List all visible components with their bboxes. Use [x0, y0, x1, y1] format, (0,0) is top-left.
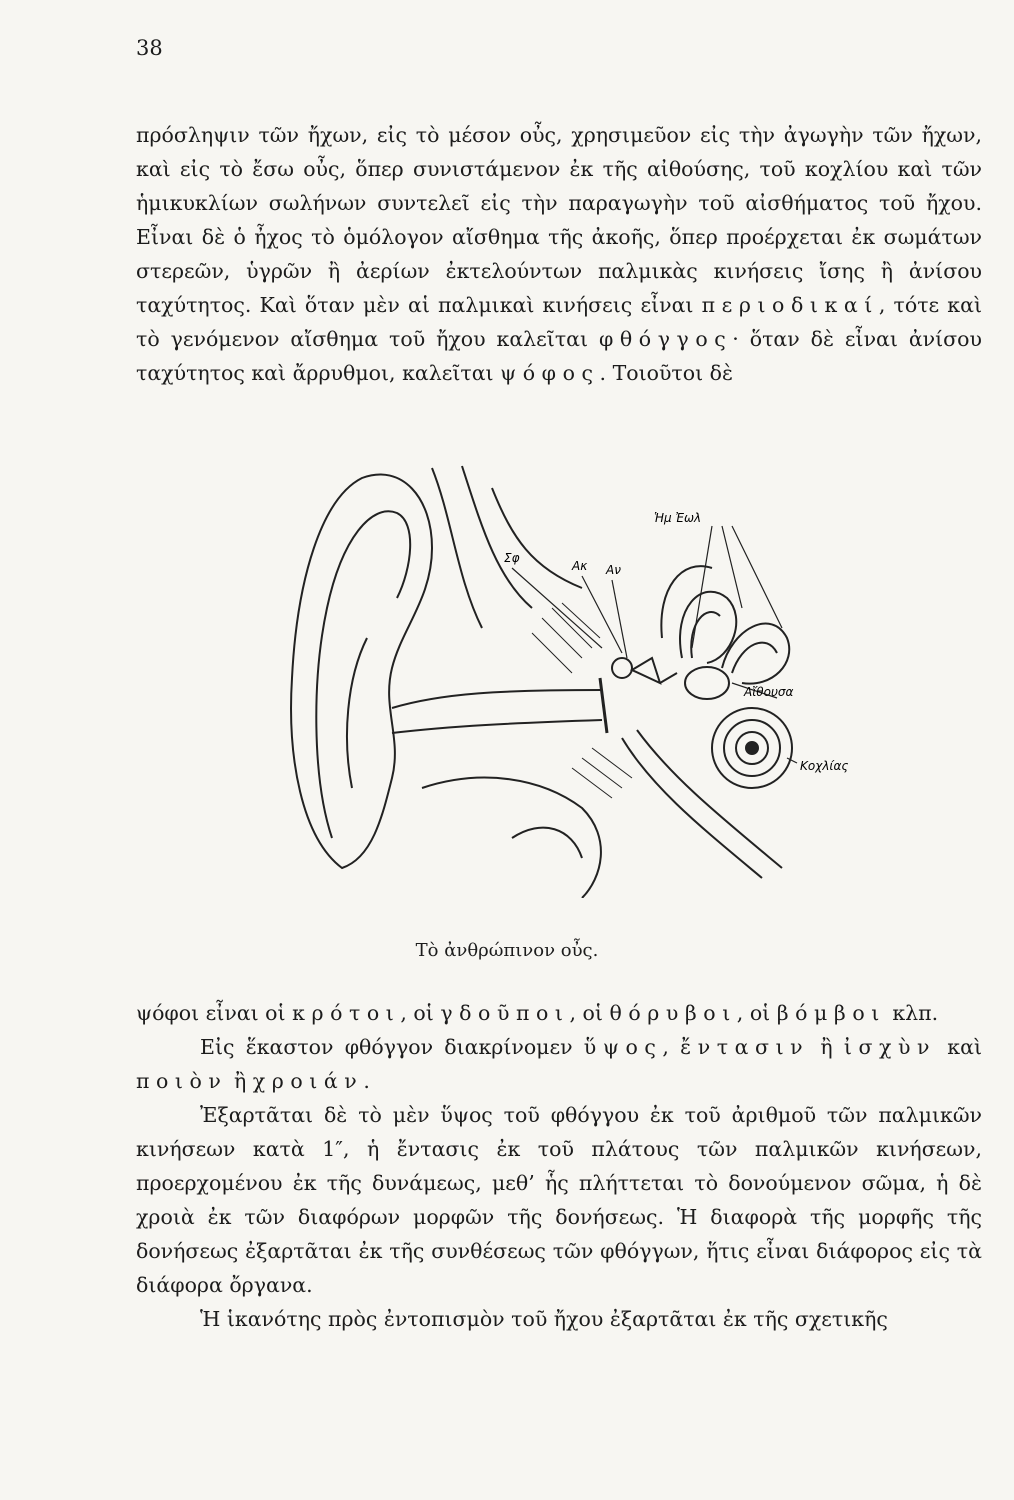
term-poion: ποιὸν [136, 1069, 228, 1093]
term-periodikai: περιοδικαί [701, 293, 879, 317]
term-gdoupoi: γδοῦποι [440, 1001, 570, 1025]
paragraph-4: Ἐξαρτᾶται δὲ τὸ μὲν ὕψος τοῦ φθόγγου ἐκ τοῦ ἀριθμοῦ τῶν παλμικῶν κινήσεων κατὰ 1″, ἡ ἔντασις ἐκ τοῦ πλάτους τῶν παλμικῶν κινήσεων, προερχομένου ἐκ τῆς δυνάμεως, μεθ’ ἧς πλήττεται τὸ δονούμενον σῶμα, ἡ δὲ χροιὰ ἐκ τῶν διαφόρων μορφῶν τῆς δονήσεως. Ἡ διαφορὰ τῆς μορφῆς τῆς δονήσεως ἐξαρτᾶται ἐκ τῆς συνθέσεως τῶν φθόγγων, ἥτις εἶναι διάφορος εἰς τὰ διάφορα ὄργανα. [136, 1103, 982, 1297]
term-chroian: χροιάν [252, 1069, 364, 1093]
paragraph-5: Ἡ ἱκανότης πρὸς ἐντοπισμὸν τοῦ ἤχου ἐξαρτᾶται ἐκ τῆς σχετικῆς [200, 1307, 888, 1331]
term-thoryvoi: θόρυβοι [609, 1001, 737, 1025]
paragraph-1: πρόσληψιν τῶν ἤχων, εἰς τὸ μέσον οὖς, χρησιμεῦον εἰς τὴν ἀγωγὴν τῶν ἤχων, καὶ εἰς τὸ ἔσω οὖς, ὅπερ συνιστάμενον ἐκ τῆς αἰθούσης, τοῦ κοχλίου καὶ τῶν ἡμικυκλίων σωλήνων συντελεῖ εἰς τὴν παραγωγὴν τοῦ αἰσθήματος τοῦ ἤχου. Εἶναι δὲ ὁ ἦχος τὸ ὁμόλογον αἴσθημα τῆς ἀκοῆς, ὅπερ προέρχεται ἐκ σωμάτων στερεῶν, ὑγρῶν ἢ ἀερίων ἐκτελούντων παλμικὰς κινήσεις ἴσης ἢ ἀνίσου ταχύτητος. Καὶ ὅταν μὲν αἱ παλμικαὶ κινήσεις εἶναι περιοδικαί, τότε καὶ τὸ γενόμενον αἴσθημα τοῦ ἤχου καλεῖται φθόγγος· ὅταν δὲ εἶναι ἀνίσου ταχύτητος καὶ ἄρρυθμοι, καλεῖται ψόφος. Τοιοῦτοι δὲ [136, 123, 983, 385]
paragraph-2: ψόφοι εἶναι οἱ κρότοι, οἱ γδοῦποι, οἱ θόρυβοι, οἱ βόμβοι κλπ. [136, 1001, 939, 1025]
term-fthongos: φθόγγος [598, 327, 733, 351]
bottom-text-block [136, 996, 982, 1336]
term-entasin: ἔντασιν [680, 1035, 810, 1059]
paragraph-3: Εἰς ἕκαστον φθόγγον διακρίνομεν ὕψος, ἔντασιν ἢ ἰσχὺν καὶ ποιὸν ἢ χροιάν. [136, 1035, 982, 1093]
ear-illustration [282, 458, 878, 898]
label-ex: Σφ [504, 551, 520, 565]
term-ischyn: ἰσχὺν [843, 1035, 937, 1059]
label-ak: Ακ [572, 559, 588, 573]
label-av: Αν [606, 563, 621, 577]
term-ypsos: ὕψος [583, 1035, 663, 1059]
term-psofos: ψόφος [500, 361, 600, 385]
figure-caption: Τὸ ἀνθρώπινον οὖς. [415, 940, 599, 961]
ear-anatomy-figure [282, 458, 878, 898]
label-aithousa: Αἴθουσα [744, 685, 794, 699]
term-krotoi: κρότοι [292, 1001, 401, 1025]
term-vomvoi: βόμβοι [776, 1001, 886, 1025]
page-number: 38 [136, 36, 163, 60]
top-text-block [136, 118, 982, 390]
label-kochlias: Κοχλίας [800, 759, 849, 773]
label-hm-esw: Ἡμ Ἐωλ [654, 511, 702, 525]
